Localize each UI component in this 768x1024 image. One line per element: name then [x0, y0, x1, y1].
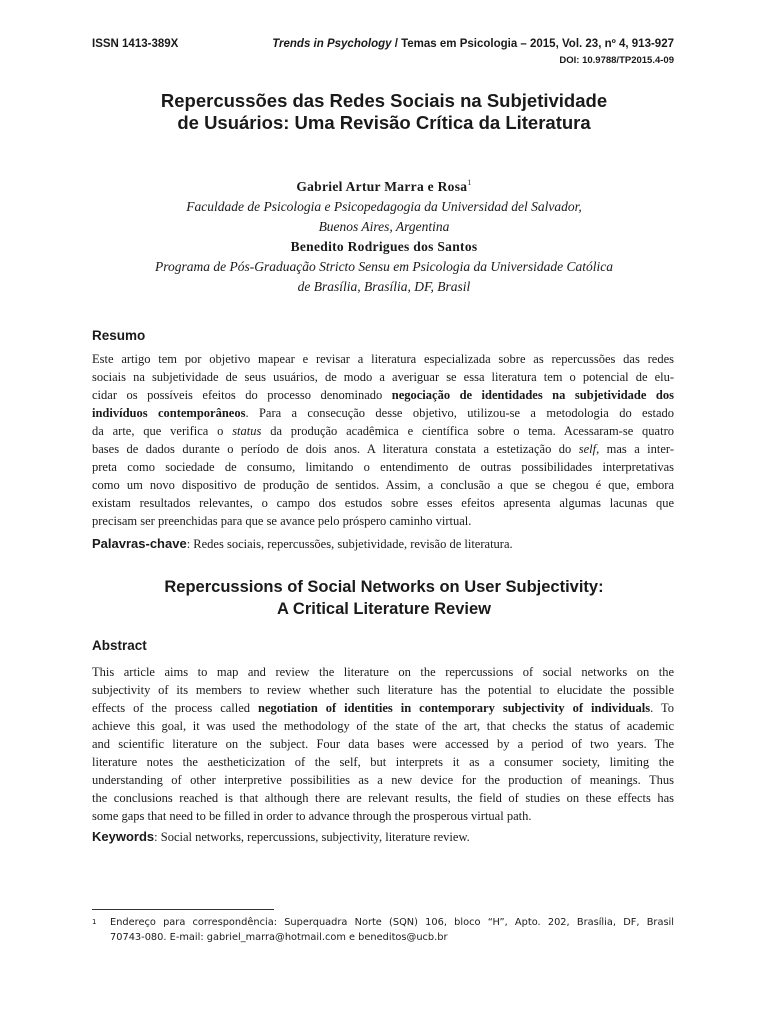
journal-name: Trends in Psychology — [272, 38, 392, 50]
bold-term: negociação de identidades na subjetividade dos — [391, 388, 674, 402]
text-line: some gaps that need to be filled in order to advance through the prosperous virtual path. — [92, 809, 532, 823]
issn: ISSN 1413-389X — [92, 38, 179, 50]
text-span: da arte, que verifica o — [92, 424, 233, 438]
title-portuguese — [60, 90, 708, 134]
text-line: existam resultados relevantes, o campo dos estudos sobre esses efeitos apresenta algumas lacunas que — [92, 496, 674, 510]
journal-volume-info: / Temas em Psicologia – 2015, Vol. 23, nº 4, 913-927 — [391, 38, 674, 50]
text-line — [92, 422, 674, 440]
palavras-chave-text: : Redes sociais, repercussões, subjetividade, revisão de literatura. — [186, 537, 513, 551]
author-name: Benedito Rodrigues dos Santos — [290, 239, 478, 254]
title-en-line-1: Repercussions of Social Networks on User Subjectivity: — [164, 578, 604, 596]
text-line: understanding of other interpretive possibilities as a new device for the production of meanings. Thus — [92, 773, 674, 787]
keywords-label: Keywords — [92, 829, 155, 844]
footnote-line: 70743-080. E-mail: gabriel_marra@hotmail.com e beneditos@ucb.br — [110, 932, 448, 943]
palavras-chave-label: Palavras-chave — [92, 536, 187, 551]
italic-term: self — [578, 442, 597, 456]
bold-term: negotiation of identities in contemporary subjectivity of individuals — [258, 701, 651, 715]
text-span: . To — [650, 701, 674, 715]
title-en-line-2: A Critical Literature Review — [277, 600, 491, 618]
text-span: . Para a consecução desse objetivo, utilizou-se a metodologia do estado — [245, 406, 674, 420]
text-span: , mas a inter- — [596, 442, 674, 456]
text-span: da produção acadêmica e científica sobre o tema. Acessaram-se quatro — [261, 424, 674, 438]
footnote-ref[interactable]: 1 — [467, 178, 472, 187]
text-line — [92, 386, 674, 404]
author-affiliation: Faculdade de Psicologia e Psicopedagogia da Universidad del Salvador, — [186, 199, 582, 214]
text-line: preta como sociedade de consumo, limitando o entendimento de outras possibilidades interpretativas — [92, 460, 674, 474]
palavras-chave — [92, 536, 674, 552]
italic-term: status — [232, 424, 262, 438]
text-line — [92, 699, 674, 717]
running-header — [92, 38, 674, 72]
footnote-divider — [92, 909, 274, 910]
author-affiliation: Programa de Pós-Graduação Stricto Sensu em Psicologia da Universidade Católica — [154, 259, 614, 274]
footnote-line: Endereço para correspondência: Superquadra Norte (SQN) 106, bloco “H”, Apto. 202, Brasília, DF, Brasil — [110, 917, 674, 928]
text-line: This article aims to map and review the literature on the repercussions of social networks on the — [92, 665, 674, 679]
resumo-body — [92, 350, 674, 530]
text-line: como um novo dispositivo de produção de sentidos. Assim, a conclusão a que se chegou é que, embora — [92, 478, 674, 492]
text-span: cidar os possíveis efeitos do processo denominado — [92, 388, 392, 402]
title-english — [60, 576, 708, 620]
title-pt-line-1: Repercussões das Redes Sociais na Subjetividade — [160, 90, 608, 111]
footnote-mark: 1 — [92, 918, 97, 926]
footnote-body — [110, 915, 674, 945]
keywords-text: : Social networks, repercussions, subjectivity, literature review. — [154, 830, 470, 844]
bold-term: indivíduos contemporâneos — [92, 406, 246, 420]
author-affiliation: Buenos Aires, Argentina — [318, 219, 450, 234]
text-line: Este artigo tem por objetivo mapear e revisar a literatura especializada sobre as repercussões das redes — [92, 352, 674, 366]
title-pt-line-2: de Usuários: Uma Revisão Crítica da Literatura — [177, 112, 591, 133]
text-line: the conclusions reached is that although there are relevant results, the field of studies on these effects has — [92, 791, 674, 805]
text-line: subjectivity of its members to review whether such literature has the potential to elucidate the possible — [92, 683, 674, 697]
keywords — [92, 829, 674, 845]
abstract-heading: Abstract — [92, 638, 147, 653]
author-name-text: Gabriel Artur Marra e Rosa — [296, 179, 468, 194]
journal-citation — [272, 38, 674, 50]
text-line: achieve this goal, it was used the methodology of the state of the art, that checks the status of academic — [92, 719, 674, 733]
text-line: precisam ser preenchidas para que se avance pelo próspero caminho virtual. — [92, 514, 472, 528]
text-line — [92, 404, 674, 422]
resumo-heading: Resumo — [92, 328, 146, 343]
author-block — [60, 173, 708, 297]
author-name — [60, 173, 708, 197]
text-line: sociais na subjetividade de seus usuários, de modo a averiguar se essa literatura tem o potencial de elu- — [92, 370, 674, 384]
footnote — [92, 915, 674, 945]
doi: DOI: 10.9788/TP2015.4-09 — [559, 55, 674, 66]
abstract-body — [92, 663, 674, 825]
text-span: bases de dados durante o período de dois anos. A literatura constata a estetização do — [92, 442, 579, 456]
text-line: literature notes the aestheticization of the self, but interprets it as a consumer society, limiting the — [92, 755, 674, 769]
text-line: and scientific literature on the subject. Four data bases were accessed by a period of two years. The — [92, 737, 674, 751]
text-line — [92, 440, 674, 458]
author-affiliation: de Brasília, Brasília, DF, Brasil — [297, 279, 471, 294]
text-span: effects of the process called — [92, 701, 259, 715]
